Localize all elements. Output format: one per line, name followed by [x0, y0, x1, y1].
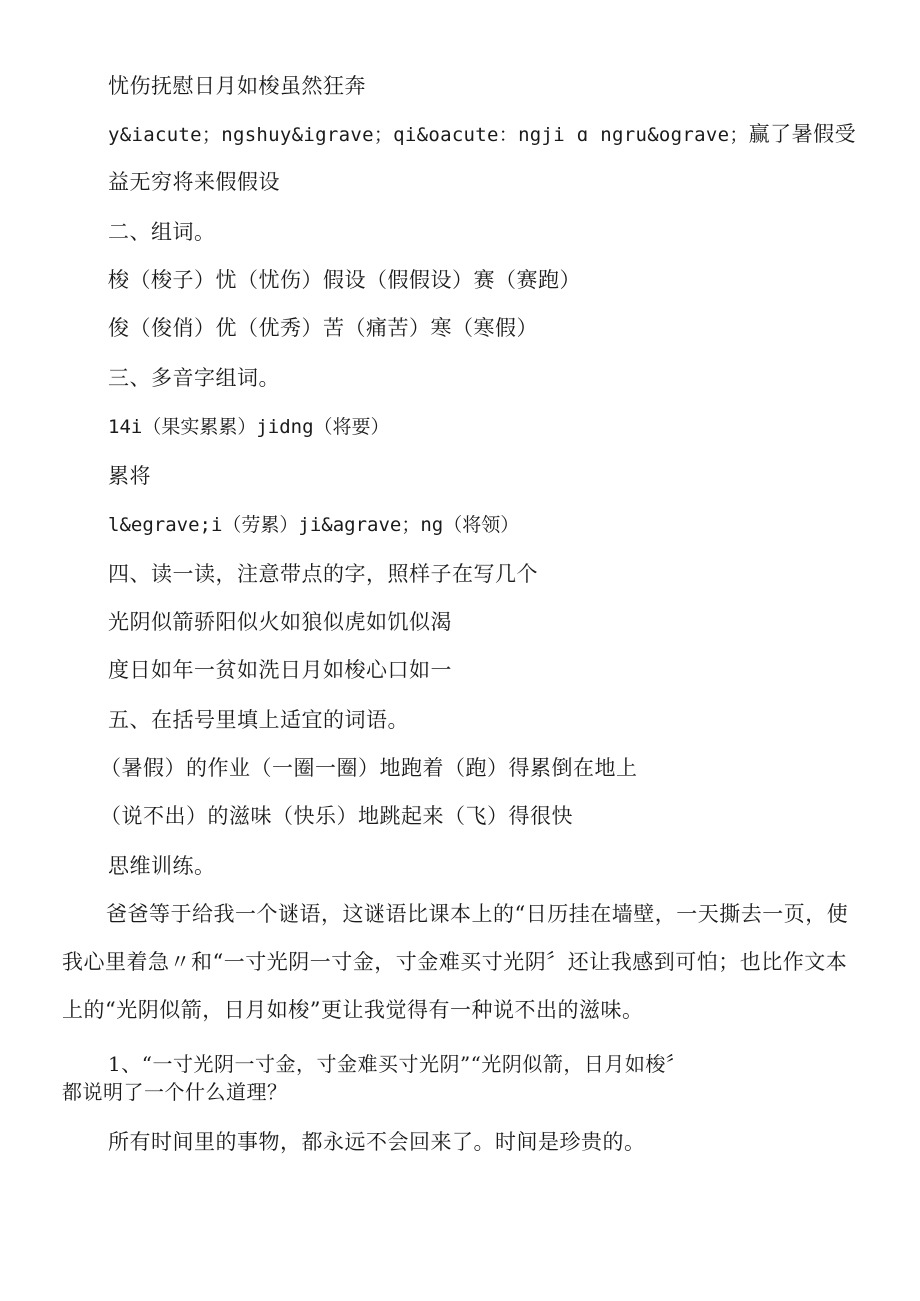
pinyin-line-tail: 赢了暑假受: [748, 122, 857, 146]
fill-row-2: （说不出）的滋味（快乐）地跳起来（飞）得很快: [100, 804, 573, 828]
section-3-title: 三、多音字组词。: [108, 366, 280, 390]
polyphone-row-1: [108, 412, 390, 441]
pinyin-text: y&iacute；ngshuy&igrave；qi&oacute：ngji ɑ ngru&ograve；: [108, 124, 749, 146]
question-1-line-1: 1、“一寸光阴一寸金，寸金难买寸光阴”“光阴似箭，日月如梭〞: [108, 1052, 687, 1076]
words-line-1: 忧伤抚慰日月如梭虽然狂奔: [108, 74, 366, 98]
group-words-row-2: 俊（俊俏）优（优秀）苦（痛苦）寒（寒假）: [108, 316, 538, 340]
idioms-row-1: 光阴似箭骄阳似火如狼似虎如饥似渴: [108, 610, 452, 634]
section-5-title: 五、在括号里填上适宜的词语。: [108, 708, 409, 732]
question-1: [62, 1050, 862, 1106]
question-1-line-2: 都说明了一个什么道理？: [62, 1080, 288, 1104]
answer-1: 所有时间里的事物，都永远不会回来了。时间是珍贵的。: [108, 1130, 646, 1154]
polyphone-row-2: [108, 510, 519, 539]
pinyin-line: [108, 120, 856, 149]
polyphone-row-2-text: l&egrave;i（劳累）ji&agrave；ng（将领）: [108, 514, 520, 536]
polyphone-row-1-text: 14i（果实累累）jidng（将要）: [108, 416, 390, 438]
section-4-title: 四、读一读，注意带点的字，照样子在写几个: [108, 562, 538, 586]
fill-row-1: （暑假）的作业（一圈一圈）地跑着（跑）得累倒在地上: [100, 756, 638, 780]
section-2-title: 二、组词。: [108, 220, 216, 244]
idioms-row-2: 度日如年一贫如洗日月如梭心口如一: [108, 658, 452, 682]
reading-passage: 爸爸等于给我一个谜语，这谜语比课本上的“日历挂在墙壁，一天撕去一页，使我心里着急〃和“一寸光阴一寸金，寸金难买寸光阴〞还让我感到可怕；也比作文本上的“光阴似箭，日月如梭”更让我觉得有一种说不出的滋味。: [62, 902, 849, 1022]
words-line-2: 益无穷将来假假设: [108, 170, 280, 194]
polyphone-chars: 累将: [108, 464, 151, 488]
section-6-title: 思维训练。: [108, 854, 216, 878]
group-words-row-1: 梭（梭子）忧（忧伤）假设（假假设）赛（赛跑）: [108, 268, 581, 292]
